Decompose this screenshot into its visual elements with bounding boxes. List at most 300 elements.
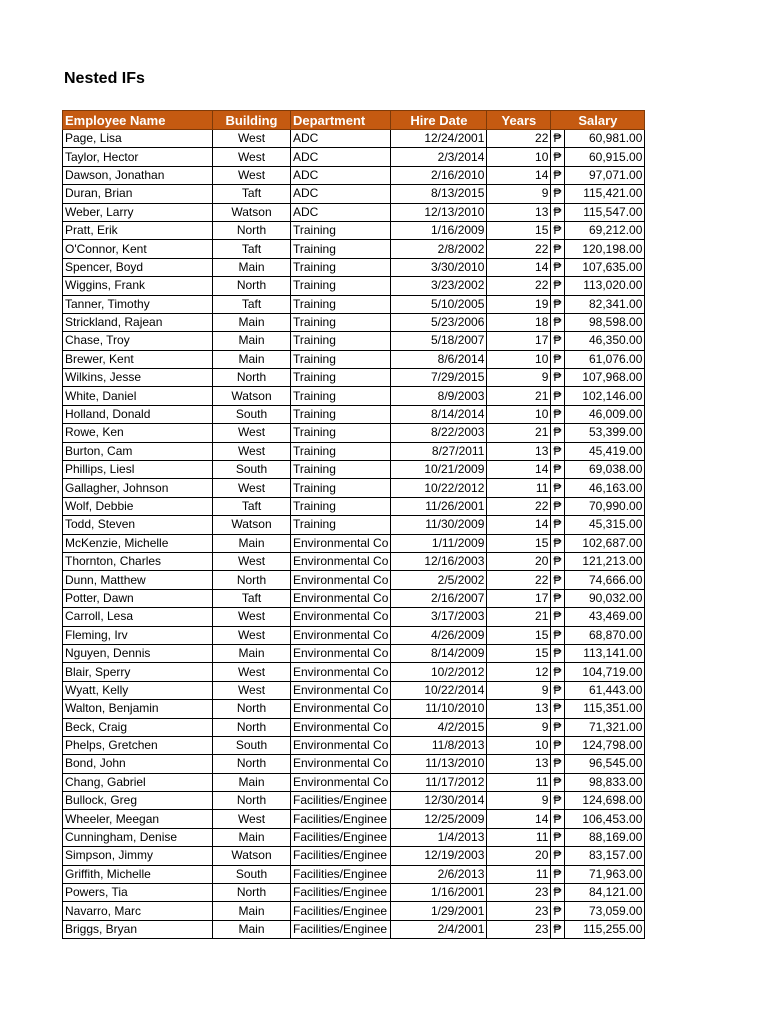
salary-cell[interactable]: 124,698.00 bbox=[565, 792, 645, 810]
building-cell[interactable]: Taft bbox=[213, 497, 291, 515]
years-cell[interactable]: 9 bbox=[487, 718, 551, 736]
building-cell[interactable]: Watson bbox=[213, 387, 291, 405]
years-cell[interactable]: 10 bbox=[487, 405, 551, 423]
salary-cell[interactable]: 98,598.00 bbox=[565, 313, 645, 331]
currency-symbol: ₱ bbox=[551, 185, 565, 203]
employee-name-cell[interactable]: Gallagher, Johnson bbox=[63, 479, 213, 497]
years-cell[interactable]: 23 bbox=[487, 884, 551, 902]
years-cell[interactable]: 9 bbox=[487, 369, 551, 387]
salary-cell[interactable]: 73,059.00 bbox=[565, 902, 645, 920]
building-cell[interactable]: North bbox=[213, 571, 291, 589]
table-row bbox=[63, 755, 645, 773]
currency-symbol: ₱ bbox=[551, 663, 565, 681]
building-cell[interactable]: Taft bbox=[213, 185, 291, 203]
currency-symbol: ₱ bbox=[551, 461, 565, 479]
currency-symbol: ₱ bbox=[551, 718, 565, 736]
department-cell[interactable]: Environmental Co bbox=[291, 608, 391, 626]
years-cell[interactable]: 21 bbox=[487, 424, 551, 442]
currency-symbol: ₱ bbox=[551, 589, 565, 607]
hire-date-cell[interactable]: 2/8/2002 bbox=[391, 240, 487, 258]
hire-date-cell[interactable]: 12/25/2009 bbox=[391, 810, 487, 828]
employee-name-cell[interactable]: Cunningham, Denise bbox=[63, 828, 213, 846]
currency-symbol: ₱ bbox=[551, 221, 565, 239]
building-cell[interactable]: Watson bbox=[213, 516, 291, 534]
hire-date-cell[interactable]: 11/17/2012 bbox=[391, 773, 487, 791]
hire-date-cell[interactable]: 12/16/2003 bbox=[391, 552, 487, 570]
building-cell[interactable]: West bbox=[213, 166, 291, 184]
hire-date-cell[interactable]: 10/22/2012 bbox=[391, 479, 487, 497]
hire-date-cell[interactable]: 1/16/2001 bbox=[391, 884, 487, 902]
hire-date-cell[interactable]: 12/30/2014 bbox=[391, 792, 487, 810]
salary-cell[interactable]: 74,666.00 bbox=[565, 571, 645, 589]
building-cell[interactable]: Main bbox=[213, 828, 291, 846]
employee-name-cell[interactable]: Pratt, Erik bbox=[63, 221, 213, 239]
department-cell[interactable]: Training bbox=[291, 277, 391, 295]
employee-name-cell[interactable]: Phelps, Gretchen bbox=[63, 736, 213, 754]
currency-symbol: ₱ bbox=[551, 497, 565, 515]
salary-cell[interactable]: 69,038.00 bbox=[565, 461, 645, 479]
currency-symbol: ₱ bbox=[551, 332, 565, 350]
building-cell[interactable]: North bbox=[213, 792, 291, 810]
hire-date-cell[interactable]: 4/26/2009 bbox=[391, 626, 487, 644]
department-cell[interactable]: Environmental Co bbox=[291, 736, 391, 754]
years-cell[interactable]: 19 bbox=[487, 295, 551, 313]
years-cell[interactable]: 22 bbox=[487, 571, 551, 589]
hire-date-cell[interactable]: 2/6/2013 bbox=[391, 865, 487, 883]
years-cell[interactable]: 13 bbox=[487, 203, 551, 221]
department-cell[interactable]: Facilities/Enginee bbox=[291, 847, 391, 865]
salary-cell[interactable]: 46,009.00 bbox=[565, 405, 645, 423]
department-cell[interactable]: Training bbox=[291, 516, 391, 534]
hire-date-cell[interactable]: 8/22/2003 bbox=[391, 424, 487, 442]
salary-cell[interactable]: 106,453.00 bbox=[565, 810, 645, 828]
department-cell[interactable]: ADC bbox=[291, 166, 391, 184]
building-cell[interactable]: Taft bbox=[213, 589, 291, 607]
building-cell[interactable]: North bbox=[213, 369, 291, 387]
employee-name-cell[interactable]: Carroll, Lesa bbox=[63, 608, 213, 626]
department-cell[interactable]: Environmental Co bbox=[291, 552, 391, 570]
employee-name-cell[interactable]: Todd, Steven bbox=[63, 516, 213, 534]
hire-date-cell[interactable]: 10/22/2014 bbox=[391, 681, 487, 699]
employee-name-cell[interactable]: Bond, John bbox=[63, 755, 213, 773]
department-cell[interactable]: ADC bbox=[291, 185, 391, 203]
building-cell[interactable]: South bbox=[213, 461, 291, 479]
building-cell[interactable]: North bbox=[213, 221, 291, 239]
hire-date-cell[interactable]: 11/26/2001 bbox=[391, 497, 487, 515]
currency-symbol: ₱ bbox=[551, 277, 565, 295]
column-header-building[interactable]: Building bbox=[213, 111, 291, 130]
salary-cell[interactable]: 107,968.00 bbox=[565, 369, 645, 387]
salary-cell[interactable]: 70,990.00 bbox=[565, 497, 645, 515]
department-cell[interactable]: Training bbox=[291, 442, 391, 460]
building-cell[interactable]: Taft bbox=[213, 295, 291, 313]
table-row bbox=[63, 130, 645, 148]
employee-name-cell[interactable]: Rowe, Ken bbox=[63, 424, 213, 442]
employee-name-cell[interactable]: Holland, Donald bbox=[63, 405, 213, 423]
years-cell[interactable]: 23 bbox=[487, 902, 551, 920]
years-cell[interactable]: 11 bbox=[487, 479, 551, 497]
years-cell[interactable]: 17 bbox=[487, 332, 551, 350]
employee-name-cell[interactable]: Dawson, Jonathan bbox=[63, 166, 213, 184]
hire-date-cell[interactable]: 11/10/2010 bbox=[391, 700, 487, 718]
employee-name-cell[interactable]: Potter, Dawn bbox=[63, 589, 213, 607]
hire-date-cell[interactable]: 8/13/2015 bbox=[391, 185, 487, 203]
department-cell[interactable]: Environmental Co bbox=[291, 773, 391, 791]
currency-symbol: ₱ bbox=[551, 387, 565, 405]
department-cell[interactable]: ADC bbox=[291, 203, 391, 221]
hire-date-cell[interactable]: 4/2/2015 bbox=[391, 718, 487, 736]
hire-date-cell[interactable]: 10/21/2009 bbox=[391, 461, 487, 479]
salary-cell[interactable]: 120,198.00 bbox=[565, 240, 645, 258]
column-header-department[interactable]: Department bbox=[291, 111, 391, 130]
building-cell[interactable]: Watson bbox=[213, 847, 291, 865]
hire-date-cell[interactable]: 1/11/2009 bbox=[391, 534, 487, 552]
years-cell[interactable]: 13 bbox=[487, 755, 551, 773]
hire-date-cell[interactable]: 2/4/2001 bbox=[391, 920, 487, 938]
employee-name-cell[interactable]: Wilkins, Jesse bbox=[63, 369, 213, 387]
years-cell[interactable]: 14 bbox=[487, 166, 551, 184]
department-cell[interactable]: Environmental Co bbox=[291, 663, 391, 681]
salary-cell[interactable]: 104,719.00 bbox=[565, 663, 645, 681]
currency-symbol: ₱ bbox=[551, 295, 565, 313]
building-cell[interactable]: Main bbox=[213, 258, 291, 276]
table-row bbox=[63, 442, 645, 460]
department-cell[interactable]: Environmental Co bbox=[291, 534, 391, 552]
years-cell[interactable]: 14 bbox=[487, 461, 551, 479]
table-row bbox=[63, 258, 645, 276]
years-cell[interactable]: 11 bbox=[487, 828, 551, 846]
department-cell[interactable]: Facilities/Enginee bbox=[291, 920, 391, 938]
salary-cell[interactable]: 46,350.00 bbox=[565, 332, 645, 350]
years-cell[interactable]: 11 bbox=[487, 773, 551, 791]
years-cell[interactable]: 15 bbox=[487, 644, 551, 662]
building-cell[interactable]: Main bbox=[213, 332, 291, 350]
salary-cell[interactable]: 102,146.00 bbox=[565, 387, 645, 405]
employee-name-cell[interactable]: McKenzie, Michelle bbox=[63, 534, 213, 552]
table-row bbox=[63, 736, 645, 754]
building-cell[interactable]: West bbox=[213, 130, 291, 148]
employee-name-cell[interactable]: Powers, Tia bbox=[63, 884, 213, 902]
department-cell[interactable]: Environmental Co bbox=[291, 718, 391, 736]
salary-cell[interactable]: 115,351.00 bbox=[565, 700, 645, 718]
years-cell[interactable]: 11 bbox=[487, 865, 551, 883]
hire-date-cell[interactable]: 11/30/2009 bbox=[391, 516, 487, 534]
department-cell[interactable]: Training bbox=[291, 461, 391, 479]
salary-cell[interactable]: 102,687.00 bbox=[565, 534, 645, 552]
employee-name-cell[interactable]: Wiggins, Frank bbox=[63, 277, 213, 295]
years-cell[interactable]: 14 bbox=[487, 258, 551, 276]
table-row bbox=[63, 773, 645, 791]
salary-cell[interactable]: 115,255.00 bbox=[565, 920, 645, 938]
department-cell[interactable]: ADC bbox=[291, 148, 391, 166]
building-cell[interactable]: North bbox=[213, 884, 291, 902]
department-cell[interactable]: Training bbox=[291, 479, 391, 497]
salary-cell[interactable]: 71,963.00 bbox=[565, 865, 645, 883]
years-cell[interactable]: 17 bbox=[487, 589, 551, 607]
hire-date-cell[interactable]: 3/30/2010 bbox=[391, 258, 487, 276]
department-cell[interactable]: Training bbox=[291, 240, 391, 258]
salary-cell[interactable]: 82,341.00 bbox=[565, 295, 645, 313]
hire-date-cell[interactable]: 1/16/2009 bbox=[391, 221, 487, 239]
department-cell[interactable]: ADC bbox=[291, 130, 391, 148]
department-cell[interactable]: Training bbox=[291, 350, 391, 368]
department-cell[interactable]: Facilities/Enginee bbox=[291, 828, 391, 846]
building-cell[interactable]: West bbox=[213, 626, 291, 644]
currency-symbol: ₱ bbox=[551, 148, 565, 166]
years-cell[interactable]: 18 bbox=[487, 313, 551, 331]
department-cell[interactable]: Environmental Co bbox=[291, 571, 391, 589]
hire-date-cell[interactable]: 12/19/2003 bbox=[391, 847, 487, 865]
building-cell[interactable]: West bbox=[213, 424, 291, 442]
department-cell[interactable]: Training bbox=[291, 424, 391, 442]
department-cell[interactable]: Environmental Co bbox=[291, 700, 391, 718]
table-row bbox=[63, 424, 645, 442]
years-cell[interactable]: 22 bbox=[487, 497, 551, 515]
employee-name-cell[interactable]: Navarro, Marc bbox=[63, 902, 213, 920]
salary-cell[interactable]: 83,157.00 bbox=[565, 847, 645, 865]
employee-name-cell[interactable]: Taylor, Hector bbox=[63, 148, 213, 166]
hire-date-cell[interactable]: 5/10/2005 bbox=[391, 295, 487, 313]
building-cell[interactable]: West bbox=[213, 663, 291, 681]
department-cell[interactable]: Environmental Co bbox=[291, 644, 391, 662]
salary-cell[interactable]: 107,635.00 bbox=[565, 258, 645, 276]
department-cell[interactable]: Training bbox=[291, 221, 391, 239]
hire-date-cell[interactable]: 5/18/2007 bbox=[391, 332, 487, 350]
building-cell[interactable]: Main bbox=[213, 920, 291, 938]
hire-date-cell[interactable]: 5/23/2006 bbox=[391, 313, 487, 331]
currency-symbol: ₱ bbox=[551, 571, 565, 589]
department-cell[interactable]: Facilities/Enginee bbox=[291, 902, 391, 920]
years-cell[interactable]: 15 bbox=[487, 534, 551, 552]
building-cell[interactable]: Main bbox=[213, 350, 291, 368]
currency-symbol: ₱ bbox=[551, 203, 565, 221]
employee-name-cell[interactable]: Thornton, Charles bbox=[63, 552, 213, 570]
building-cell[interactable]: Taft bbox=[213, 240, 291, 258]
years-cell[interactable]: 9 bbox=[487, 185, 551, 203]
salary-cell[interactable]: 113,020.00 bbox=[565, 277, 645, 295]
department-cell[interactable]: Facilities/Enginee bbox=[291, 792, 391, 810]
years-cell[interactable]: 10 bbox=[487, 148, 551, 166]
hire-date-cell[interactable]: 3/17/2003 bbox=[391, 608, 487, 626]
currency-symbol: ₱ bbox=[551, 792, 565, 810]
employee-name-cell[interactable]: Spencer, Boyd bbox=[63, 258, 213, 276]
salary-cell[interactable]: 61,076.00 bbox=[565, 350, 645, 368]
employee-name-cell[interactable]: White, Daniel bbox=[63, 387, 213, 405]
employee-name-cell[interactable]: Weber, Larry bbox=[63, 203, 213, 221]
salary-cell[interactable]: 97,071.00 bbox=[565, 166, 645, 184]
salary-cell[interactable]: 115,421.00 bbox=[565, 185, 645, 203]
employee-name-cell[interactable]: Fleming, Irv bbox=[63, 626, 213, 644]
column-header-years[interactable]: Years bbox=[487, 111, 551, 130]
salary-cell[interactable]: 61,443.00 bbox=[565, 681, 645, 699]
salary-cell[interactable]: 84,121.00 bbox=[565, 884, 645, 902]
salary-cell[interactable]: 60,915.00 bbox=[565, 148, 645, 166]
building-cell[interactable]: Main bbox=[213, 313, 291, 331]
hire-date-cell[interactable]: 8/9/2003 bbox=[391, 387, 487, 405]
years-cell[interactable]: 23 bbox=[487, 920, 551, 938]
department-cell[interactable]: Facilities/Enginee bbox=[291, 865, 391, 883]
table-row bbox=[63, 681, 645, 699]
salary-cell[interactable]: 124,798.00 bbox=[565, 736, 645, 754]
hire-date-cell[interactable]: 2/3/2014 bbox=[391, 148, 487, 166]
employee-name-cell[interactable]: O'Connor, Kent bbox=[63, 240, 213, 258]
building-cell[interactable]: West bbox=[213, 810, 291, 828]
currency-symbol: ₱ bbox=[551, 240, 565, 258]
salary-cell[interactable]: 60,981.00 bbox=[565, 130, 645, 148]
employee-name-cell[interactable]: Tanner, Timothy bbox=[63, 295, 213, 313]
column-header-salary[interactable]: Salary bbox=[551, 111, 645, 130]
employee-name-cell[interactable]: Burton, Cam bbox=[63, 442, 213, 460]
building-cell[interactable]: West bbox=[213, 552, 291, 570]
hire-date-cell[interactable]: 1/29/2001 bbox=[391, 902, 487, 920]
hire-date-cell[interactable]: 11/8/2013 bbox=[391, 736, 487, 754]
building-cell[interactable]: West bbox=[213, 479, 291, 497]
employee-name-cell[interactable]: Wheeler, Meegan bbox=[63, 810, 213, 828]
years-cell[interactable]: 9 bbox=[487, 681, 551, 699]
salary-cell[interactable]: 96,545.00 bbox=[565, 755, 645, 773]
employee-name-cell[interactable]: Strickland, Rajean bbox=[63, 313, 213, 331]
employee-name-cell[interactable]: Dunn, Matthew bbox=[63, 571, 213, 589]
salary-cell[interactable]: 46,163.00 bbox=[565, 479, 645, 497]
building-cell[interactable]: North bbox=[213, 700, 291, 718]
years-cell[interactable]: 15 bbox=[487, 221, 551, 239]
employee-name-cell[interactable]: Griffith, Michelle bbox=[63, 865, 213, 883]
employee-name-cell[interactable]: Duran, Brian bbox=[63, 185, 213, 203]
hire-date-cell[interactable]: 12/24/2001 bbox=[391, 130, 487, 148]
building-cell[interactable]: South bbox=[213, 405, 291, 423]
years-cell[interactable]: 15 bbox=[487, 626, 551, 644]
table-row bbox=[63, 221, 645, 239]
hire-date-cell[interactable]: 2/16/2007 bbox=[391, 589, 487, 607]
department-cell[interactable]: Training bbox=[291, 369, 391, 387]
building-cell[interactable]: North bbox=[213, 277, 291, 295]
years-cell[interactable]: 20 bbox=[487, 552, 551, 570]
years-cell[interactable]: 10 bbox=[487, 350, 551, 368]
department-cell[interactable]: Training bbox=[291, 497, 391, 515]
building-cell[interactable]: Main bbox=[213, 773, 291, 791]
salary-cell[interactable]: 53,399.00 bbox=[565, 424, 645, 442]
employee-name-cell[interactable]: Briggs, Bryan bbox=[63, 920, 213, 938]
department-cell[interactable]: Training bbox=[291, 332, 391, 350]
column-header-hire-date[interactable]: Hire Date bbox=[391, 111, 487, 130]
currency-symbol: ₱ bbox=[551, 608, 565, 626]
column-header-employee-name[interactable]: Employee Name bbox=[63, 111, 213, 130]
years-cell[interactable]: 13 bbox=[487, 700, 551, 718]
hire-date-cell[interactable]: 8/6/2014 bbox=[391, 350, 487, 368]
employee-name-cell[interactable]: Wyatt, Kelly bbox=[63, 681, 213, 699]
employee-name-cell[interactable]: Walton, Benjamin bbox=[63, 700, 213, 718]
salary-cell[interactable]: 88,169.00 bbox=[565, 828, 645, 846]
salary-cell[interactable]: 121,213.00 bbox=[565, 552, 645, 570]
employee-name-cell[interactable]: Chase, Troy bbox=[63, 332, 213, 350]
department-cell[interactable]: Training bbox=[291, 295, 391, 313]
employee-name-cell[interactable]: Simpson, Jimmy bbox=[63, 847, 213, 865]
hire-date-cell[interactable]: 8/14/2014 bbox=[391, 405, 487, 423]
salary-cell[interactable]: 68,870.00 bbox=[565, 626, 645, 644]
salary-cell[interactable]: 69,212.00 bbox=[565, 221, 645, 239]
currency-symbol: ₱ bbox=[551, 442, 565, 460]
building-cell[interactable]: Main bbox=[213, 534, 291, 552]
salary-cell[interactable]: 43,469.00 bbox=[565, 608, 645, 626]
salary-cell[interactable]: 71,321.00 bbox=[565, 718, 645, 736]
hire-date-cell[interactable]: 2/5/2002 bbox=[391, 571, 487, 589]
salary-cell[interactable]: 113,141.00 bbox=[565, 644, 645, 662]
building-cell[interactable]: North bbox=[213, 718, 291, 736]
employee-name-cell[interactable]: Bullock, Greg bbox=[63, 792, 213, 810]
employee-name-cell[interactable]: Brewer, Kent bbox=[63, 350, 213, 368]
department-cell[interactable]: Environmental Co bbox=[291, 626, 391, 644]
building-cell[interactable]: West bbox=[213, 442, 291, 460]
department-cell[interactable]: Environmental Co bbox=[291, 681, 391, 699]
years-cell[interactable]: 22 bbox=[487, 240, 551, 258]
salary-cell[interactable]: 45,419.00 bbox=[565, 442, 645, 460]
currency-symbol: ₱ bbox=[551, 884, 565, 902]
salary-cell[interactable]: 90,032.00 bbox=[565, 589, 645, 607]
building-cell[interactable]: West bbox=[213, 148, 291, 166]
years-cell[interactable]: 14 bbox=[487, 516, 551, 534]
building-cell[interactable]: South bbox=[213, 736, 291, 754]
employee-name-cell[interactable]: Nguyen, Dennis bbox=[63, 644, 213, 662]
page-title: Nested IFs bbox=[64, 70, 145, 87]
department-cell[interactable]: Facilities/Enginee bbox=[291, 884, 391, 902]
years-cell[interactable]: 9 bbox=[487, 792, 551, 810]
hire-date-cell[interactable]: 8/27/2011 bbox=[391, 442, 487, 460]
building-cell[interactable]: North bbox=[213, 755, 291, 773]
years-cell[interactable]: 21 bbox=[487, 387, 551, 405]
years-cell[interactable]: 22 bbox=[487, 277, 551, 295]
department-cell[interactable]: Training bbox=[291, 258, 391, 276]
department-cell[interactable]: Training bbox=[291, 405, 391, 423]
building-cell[interactable]: West bbox=[213, 608, 291, 626]
employee-name-cell[interactable]: Phillips, Liesl bbox=[63, 461, 213, 479]
years-cell[interactable]: 10 bbox=[487, 736, 551, 754]
hire-date-cell[interactable]: 8/14/2009 bbox=[391, 644, 487, 662]
hire-date-cell[interactable]: 11/13/2010 bbox=[391, 755, 487, 773]
table-row bbox=[63, 369, 645, 387]
years-cell[interactable]: 14 bbox=[487, 810, 551, 828]
salary-cell[interactable]: 98,833.00 bbox=[565, 773, 645, 791]
building-cell[interactable]: Main bbox=[213, 902, 291, 920]
employee-name-cell[interactable]: Blair, Sperry bbox=[63, 663, 213, 681]
years-cell[interactable]: 21 bbox=[487, 608, 551, 626]
salary-cell[interactable]: 115,547.00 bbox=[565, 203, 645, 221]
hire-date-cell[interactable]: 7/29/2015 bbox=[391, 369, 487, 387]
hire-date-cell[interactable]: 2/16/2010 bbox=[391, 166, 487, 184]
years-cell[interactable]: 22 bbox=[487, 130, 551, 148]
employee-name-cell[interactable]: Wolf, Debbie bbox=[63, 497, 213, 515]
employee-name-cell[interactable]: Chang, Gabriel bbox=[63, 773, 213, 791]
years-cell[interactable]: 20 bbox=[487, 847, 551, 865]
hire-date-cell[interactable]: 3/23/2002 bbox=[391, 277, 487, 295]
hire-date-cell[interactable]: 1/4/2013 bbox=[391, 828, 487, 846]
salary-cell[interactable]: 45,315.00 bbox=[565, 516, 645, 534]
building-cell[interactable]: South bbox=[213, 865, 291, 883]
department-cell[interactable]: Facilities/Enginee bbox=[291, 810, 391, 828]
employee-name-cell[interactable]: Beck, Craig bbox=[63, 718, 213, 736]
building-cell[interactable]: West bbox=[213, 681, 291, 699]
department-cell[interactable]: Environmental Co bbox=[291, 589, 391, 607]
employee-name-cell[interactable]: Page, Lisa bbox=[63, 130, 213, 148]
department-cell[interactable]: Environmental Co bbox=[291, 755, 391, 773]
hire-date-cell[interactable]: 10/2/2012 bbox=[391, 663, 487, 681]
department-cell[interactable]: Training bbox=[291, 387, 391, 405]
years-cell[interactable]: 13 bbox=[487, 442, 551, 460]
building-cell[interactable]: Watson bbox=[213, 203, 291, 221]
building-cell[interactable]: Main bbox=[213, 644, 291, 662]
hire-date-cell[interactable]: 12/13/2010 bbox=[391, 203, 487, 221]
department-cell[interactable]: Training bbox=[291, 313, 391, 331]
years-cell[interactable]: 12 bbox=[487, 663, 551, 681]
